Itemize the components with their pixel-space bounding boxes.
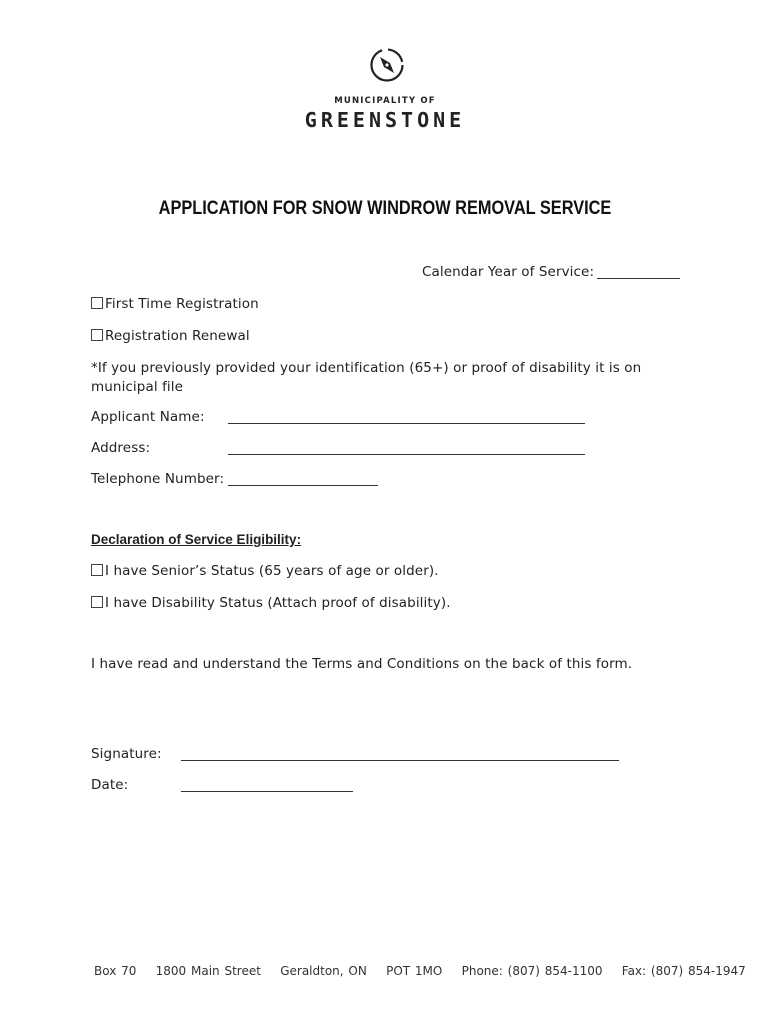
applicant-name-field[interactable]	[228, 423, 585, 424]
option-renewal[interactable]	[91, 328, 250, 344]
form-title: APPLICATION FOR SNOW WINDROW REMOVAL SERVICE	[158, 198, 612, 219]
footer-fax: Fax: (807) 854-1947	[621, 964, 746, 978]
senior-status-checkbox[interactable]	[91, 564, 103, 576]
renewal-label: Registration Renewal	[105, 328, 250, 344]
option-senior-status[interactable]	[91, 563, 439, 579]
address-field[interactable]	[228, 454, 585, 455]
disability-status-checkbox[interactable]	[91, 596, 103, 608]
signature-field[interactable]	[181, 760, 619, 761]
calendar-year-field[interactable]	[597, 278, 680, 279]
note-line-1: *If you previously provided your identification (65+) or proof of disability it is on	[91, 360, 642, 376]
org-name: GREENSTONE	[304, 108, 466, 132]
telephone-field[interactable]	[228, 485, 378, 486]
footer-box: Box 70	[94, 964, 137, 978]
first-time-checkbox[interactable]	[91, 297, 103, 309]
date-label: Date:	[91, 777, 129, 793]
footer-postal: POT 1MO	[386, 964, 443, 978]
option-disability-status[interactable]	[91, 595, 451, 611]
applicant-name-label: Applicant Name:	[91, 409, 205, 425]
note-line-2: municipal file	[91, 379, 184, 395]
footer-street: 1800 Main Street	[155, 964, 261, 978]
option-first-time[interactable]	[91, 296, 259, 312]
declaration-heading: Declaration of Service Eligibility:	[91, 532, 302, 547]
senior-status-label: I have Senior’s Status (65 years of age or older).	[105, 563, 439, 579]
disability-status-label: I have Disability Status (Attach proof of disability).	[105, 595, 451, 611]
org-prefix: MUNICIPALITY OF	[334, 96, 436, 106]
first-time-label: First Time Registration	[105, 296, 259, 312]
telephone-label: Telephone Number:	[91, 471, 225, 487]
date-field[interactable]	[181, 791, 353, 792]
renewal-checkbox[interactable]	[91, 329, 103, 341]
compass-icon	[368, 46, 406, 84]
address-label: Address:	[91, 440, 151, 456]
terms-statement: I have read and understand the Terms and Conditions on the back of this form.	[91, 656, 633, 672]
footer-address	[94, 964, 746, 978]
signature-label: Signature:	[91, 746, 162, 762]
footer-city: Geraldton, ON	[280, 964, 367, 978]
calendar-year-label: Calendar Year of Service:	[422, 264, 595, 280]
footer-phone: Phone: (807) 854-1100	[461, 964, 603, 978]
